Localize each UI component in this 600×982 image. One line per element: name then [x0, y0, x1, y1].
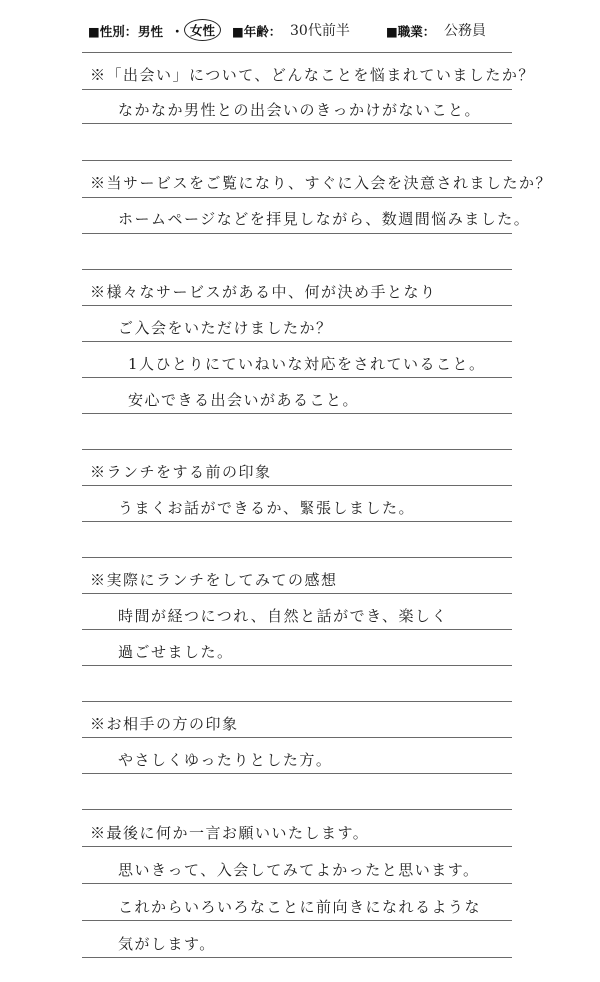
question-7: ※最後に何か一言お願いいたします。 — [90, 824, 370, 842]
question-2: ※当サービスをご覧になり、すぐに入会を決意されましたか？ — [90, 174, 553, 192]
question-1: ※「出会い」について、どんなことを悩まれていましたか？ — [90, 66, 535, 84]
question-3-line-1: ※様々なサービスがある中、何が決め手となり — [90, 283, 437, 301]
ruled-line — [82, 160, 512, 161]
answer-3-line-1: 1人ひとりにていねいな対応をされていること。 — [128, 355, 486, 373]
ruled-line — [82, 233, 512, 234]
ruled-line — [82, 957, 512, 958]
answer-7-line-2: これからいろいろなことに前向きになれるような — [118, 898, 482, 916]
answer-5-line-2: 過ごせました。 — [118, 643, 234, 661]
respondent-info — [0, 22, 600, 46]
ruled-line — [82, 305, 512, 306]
ruled-line — [82, 846, 512, 847]
answer-7-line-1: 思いきって、入会してみてよかったと思います。 — [118, 861, 480, 879]
ruled-line — [82, 773, 512, 774]
ruled-line — [82, 269, 512, 270]
gender-separator: ・ — [171, 24, 184, 39]
ruled-line — [82, 665, 512, 666]
ruled-line — [82, 89, 512, 90]
ruled-line — [82, 377, 512, 378]
gender-female: 女性 — [184, 19, 221, 41]
gender-male: 男性 — [138, 24, 164, 39]
ruled-line — [82, 629, 512, 630]
ruled-line — [82, 593, 512, 594]
answer-4-line-1: うまくお話ができるか、緊張しました。 — [118, 499, 416, 517]
ruled-line — [82, 197, 512, 198]
job-label: ■職業： — [386, 24, 436, 39]
job-value: 公務員 — [444, 23, 486, 39]
answer-5-line-1: 時間が経つにつれ、自然と話ができ、楽しく — [118, 607, 449, 625]
answer-2-line-1: ホームページなどを拝見しながら、数週間悩みました。 — [118, 210, 531, 228]
question-3-line-2: ご入会をいただけましたか？ — [118, 319, 333, 337]
ruled-line — [82, 920, 512, 921]
ruled-line — [82, 737, 512, 738]
gender-female-circled — [188, 19, 221, 41]
ruled-line — [82, 341, 512, 342]
ruled-line — [82, 521, 512, 522]
answer-7-line-3: 気がします。 — [118, 935, 216, 953]
gender-label: ■性別： — [88, 24, 138, 39]
age-value: 30代前半 — [290, 23, 350, 39]
ruled-line — [82, 485, 512, 486]
question-6: ※お相手の方の印象 — [90, 715, 239, 733]
answer-6-line-1: やさしくゆったりとした方。 — [118, 751, 333, 769]
answer-3-line-2: 安心できる出会いがあること。 — [128, 391, 360, 409]
ruled-line — [82, 883, 512, 884]
ruled-line — [82, 809, 512, 810]
answer-1-line-1: なかなか男性との出会いのきっかけがないこと。 — [118, 101, 482, 119]
ruled-line — [82, 449, 512, 450]
ruled-line — [82, 413, 512, 414]
ruled-line — [82, 123, 512, 124]
ruled-line — [82, 701, 512, 702]
age-label: ■年齢： — [232, 24, 282, 39]
ruled-line — [82, 52, 512, 53]
question-5: ※実際にランチをしてみての感想 — [90, 571, 338, 589]
ruled-line — [82, 557, 512, 558]
question-4: ※ランチをする前の印象 — [90, 463, 272, 481]
